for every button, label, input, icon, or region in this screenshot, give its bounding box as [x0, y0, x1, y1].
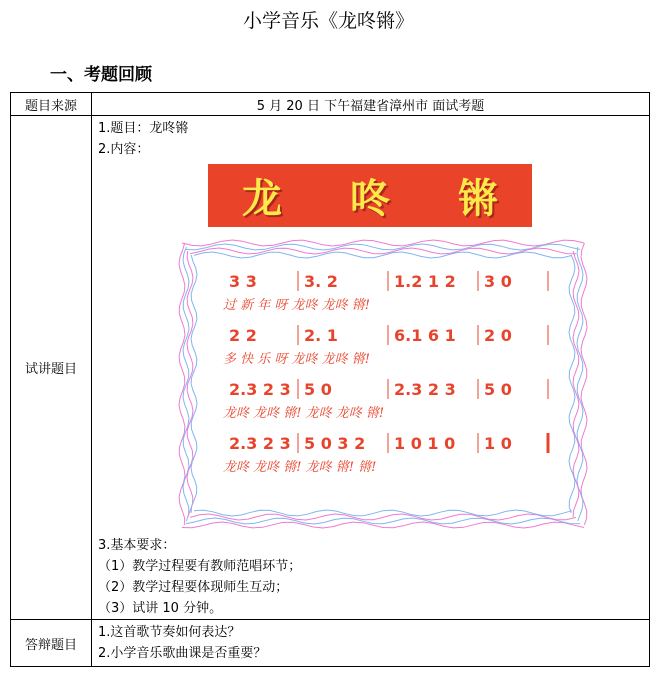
row-label: 答辩题目 — [11, 620, 92, 667]
score-image — [178, 239, 588, 529]
exam-table — [10, 92, 650, 667]
topic-line: 1.题目：龙咚锵 — [98, 121, 189, 136]
lecture-content-cell — [92, 116, 650, 620]
score-measure: 5 0 3 2 — [304, 434, 366, 453]
document-title: 小学音乐《龙咚锵》 — [242, 10, 414, 32]
score-measure: 5 0 — [484, 380, 512, 399]
table-row — [11, 620, 650, 667]
requirement-item: （2）教学过程要体现师生互动； — [98, 580, 289, 595]
score-border-wave — [194, 510, 572, 516]
score-measure: 5 0 — [304, 380, 332, 399]
score-measure: 1 0 — [484, 434, 512, 453]
score-measure: 2 0 — [484, 326, 512, 345]
score-measure: 2. 1 — [304, 326, 338, 345]
score-measure: 1.2 1 2 — [394, 272, 456, 291]
row-label: 题目来源 — [11, 93, 92, 116]
score-measure: 1 0 1 0 — [394, 434, 456, 453]
row-label: 试讲题目 — [11, 116, 92, 620]
score-border-wave — [191, 255, 197, 513]
score-measure: 6.1 6 1 — [394, 326, 456, 345]
content-label: 2.内容： — [98, 142, 150, 157]
score-border-wave — [182, 240, 584, 246]
score-border-wave — [577, 247, 583, 521]
score-lyrics: 龙咚 龙咚 锵! 龙咚 龙咚 锵! — [223, 406, 385, 421]
requirement-item: （3）试讲 10 分钟。 — [98, 601, 223, 616]
table-row — [11, 93, 650, 116]
banner-char: 锵 — [458, 175, 498, 222]
score-border-wave — [581, 243, 587, 525]
score-measure: 3 3 — [229, 272, 257, 291]
section-heading: 一、考题回顾 — [50, 65, 152, 85]
score-measure: 3 0 — [484, 272, 512, 291]
requirement-item: （1）教学过程要有教师范唱环节； — [98, 559, 302, 574]
music-score — [178, 239, 588, 529]
song-title-banner — [208, 164, 532, 227]
table-row — [11, 116, 650, 620]
score-lyrics: 多 快 乐 呀 龙咚 龙咚 锵! — [223, 352, 371, 367]
score-measure: 2.3 2 3 — [229, 380, 291, 399]
score-measure: 2 2 — [229, 326, 257, 345]
question-item: 2.小学音乐歌曲课是否重要？ — [98, 646, 267, 661]
banner-char: 龙 — [242, 175, 282, 222]
banner-char: 咚 — [350, 175, 390, 222]
question-item: 1.这首歌节奏如何表达？ — [98, 625, 241, 640]
score-lyrics: 龙咚 龙咚 锵! 龙咚 锵! 锵! — [223, 460, 377, 475]
score-border-wave — [182, 522, 584, 528]
score-measure: 2.3 2 3 — [229, 434, 291, 453]
score-measure: 3. 2 — [304, 272, 338, 291]
score-measure: 2.3 2 3 — [394, 380, 456, 399]
score-border-wave — [190, 514, 576, 520]
requirements-title: 3.基本要求： — [98, 538, 176, 553]
defense-content-cell — [92, 620, 650, 667]
source-value: 5 月 20 日 下午福建省漳州市 面试考题 — [92, 93, 650, 116]
score-border-wave — [186, 244, 580, 250]
score-lyrics: 过 新 年 呀 龙咚 龙咚 锵! — [223, 298, 371, 313]
